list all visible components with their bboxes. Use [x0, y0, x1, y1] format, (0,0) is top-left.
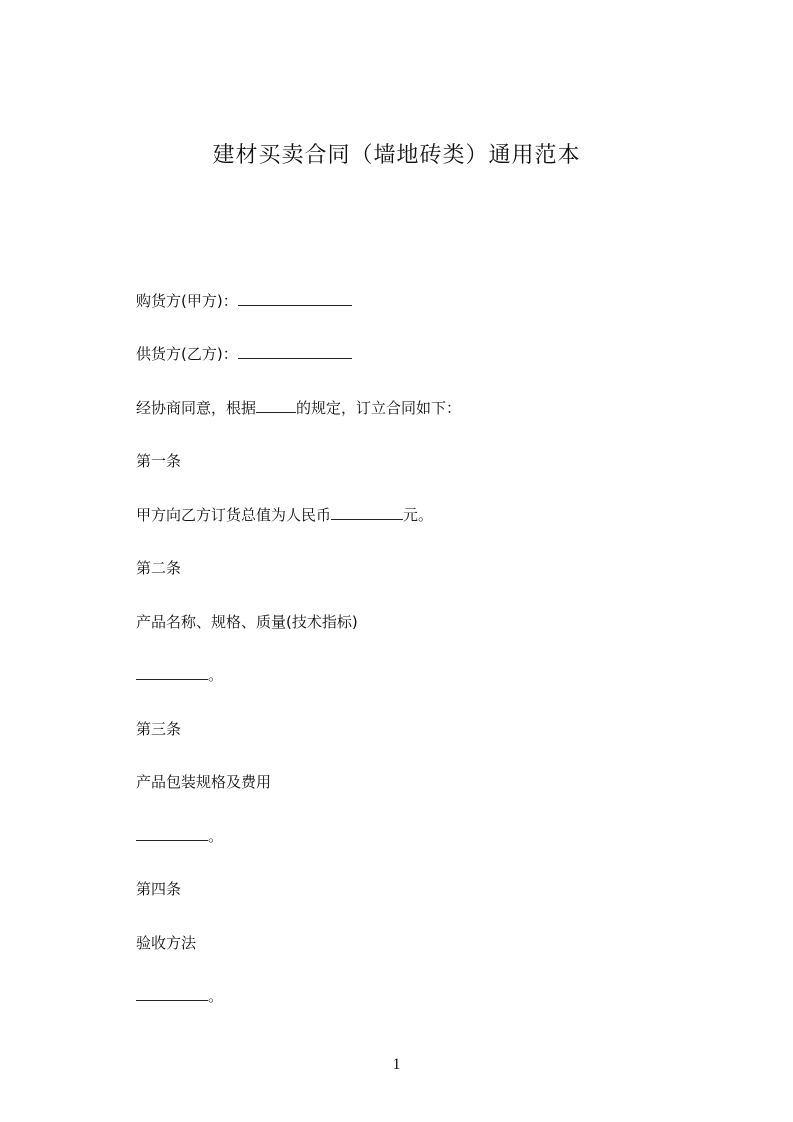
article4-heading: 第四条 [136, 880, 182, 898]
preamble-text-after: 的规定，订立合同如下： [296, 399, 462, 417]
seller-blank [238, 343, 352, 359]
article3-heading: 第三条 [136, 720, 182, 738]
seller-label: 供货方(乙方)： [136, 345, 238, 363]
article2-heading: 第二条 [136, 559, 182, 577]
article2-blank-line [136, 664, 223, 686]
article1-text-after: 元。 [403, 506, 434, 524]
article3-blank-end: 。 [208, 827, 224, 845]
article1-line [136, 504, 433, 526]
article4-text: 验收方法 [136, 934, 197, 952]
article3-blank-line [136, 825, 223, 847]
buyer-line [136, 290, 352, 312]
preamble-blank [256, 397, 296, 413]
article1-blank [331, 504, 403, 520]
article4-blank-end: 。 [208, 987, 224, 1005]
article3-blank [136, 825, 208, 841]
seller-line [136, 343, 352, 365]
article3-text: 产品包装规格及费用 [136, 773, 272, 791]
article2-text: 产品名称、规格、质量(技术指标) [136, 613, 358, 631]
document-title: 建材买卖合同（墙地砖类）通用范本 [212, 143, 581, 168]
buyer-label: 购货方(甲方)： [136, 292, 238, 310]
article1-heading: 第一条 [136, 452, 182, 470]
preamble-text-before: 经协商同意，根据 [136, 399, 257, 417]
article2-blank-end: 。 [208, 666, 224, 684]
article4-blank [136, 985, 208, 1001]
page-number: 1 [392, 1056, 401, 1073]
article2-blank [136, 664, 208, 680]
article1-text-before: 甲方向乙方订货总值为人民币 [136, 506, 332, 524]
article4-blank-line [136, 985, 223, 1007]
buyer-blank [238, 290, 352, 306]
preamble-line [136, 397, 461, 419]
